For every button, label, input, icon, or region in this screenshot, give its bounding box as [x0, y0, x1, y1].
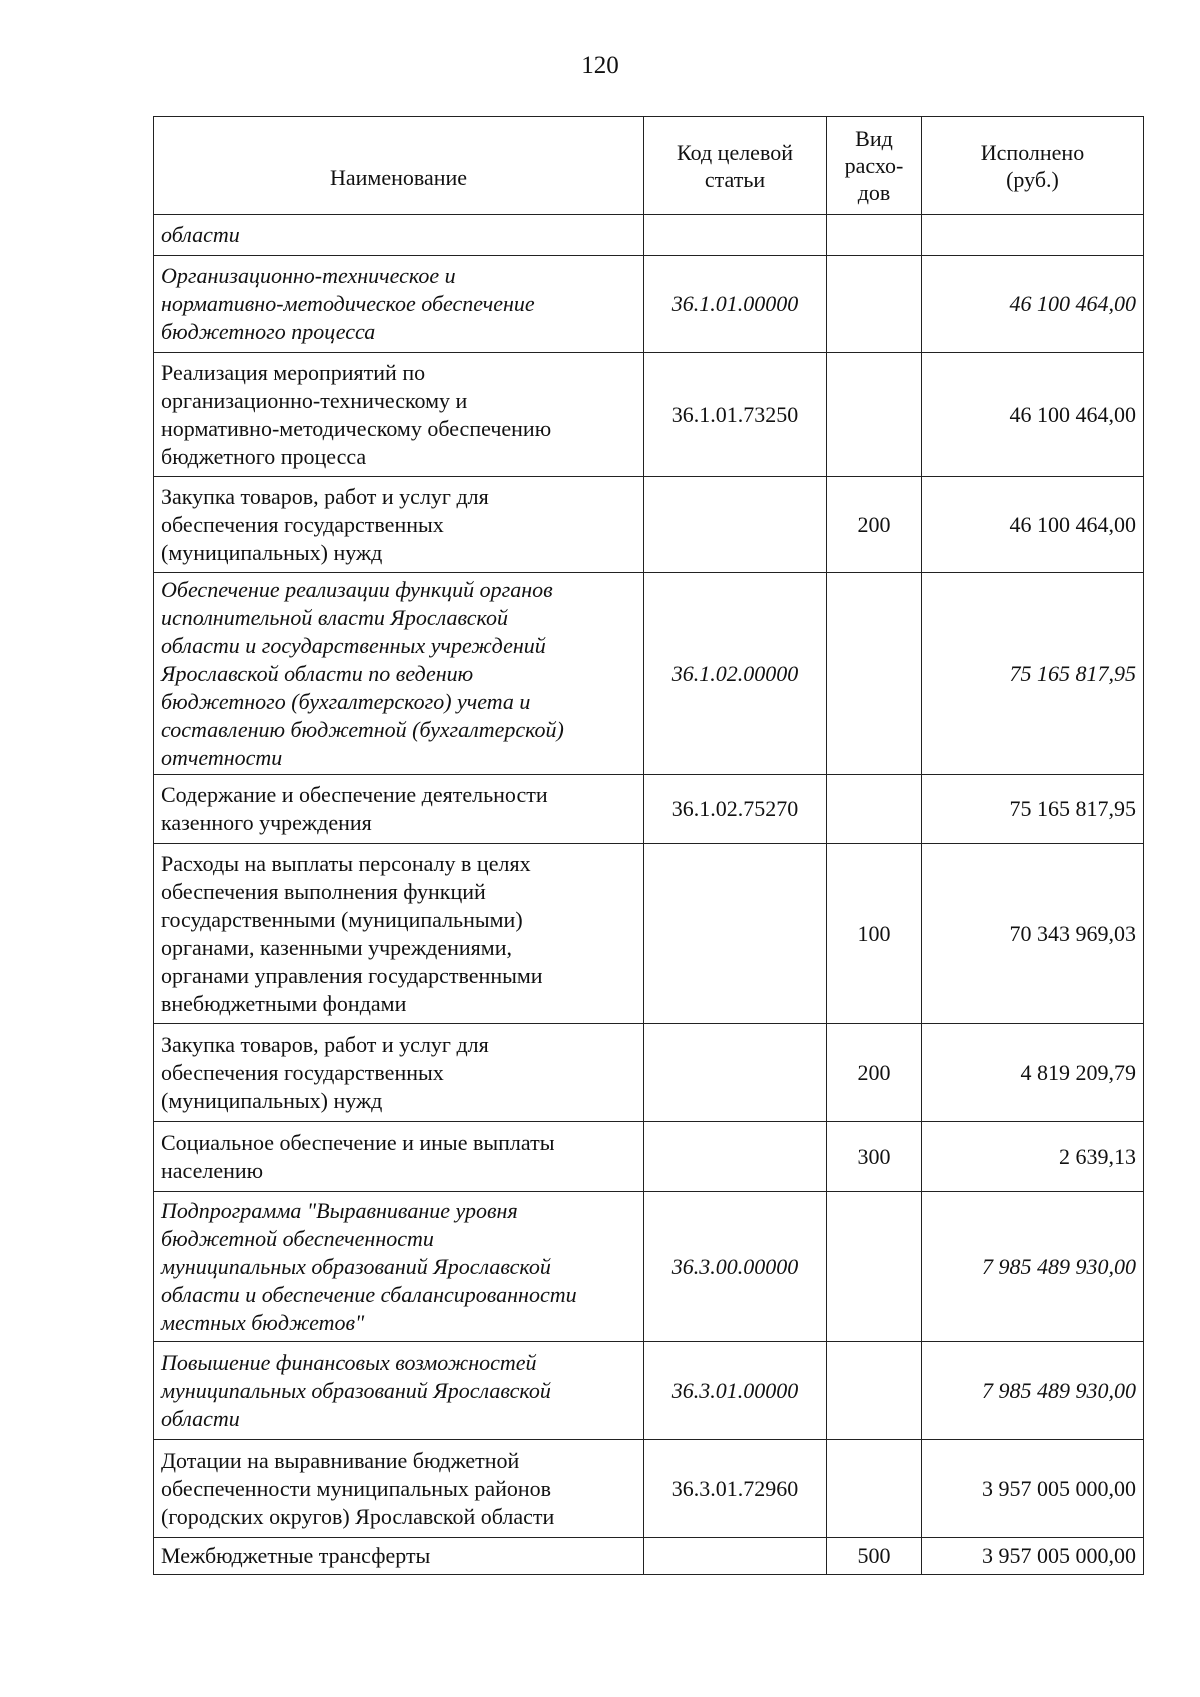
row-type-cell — [827, 215, 922, 256]
row-name-line: (городских округов) Ярославской области — [161, 1503, 555, 1529]
row-name-line: Закупка товаров, работ и услуг для — [161, 483, 489, 509]
row-code-cell: 36.1.02.00000 — [644, 573, 827, 775]
row-code-cell: 36.1.01.00000 — [644, 256, 827, 353]
row-name-line: бюджетного процесса — [161, 443, 367, 469]
row-name-cell — [154, 256, 644, 353]
row-amount-cell: 75 165 817,95 — [922, 573, 1144, 775]
row-name-cell — [154, 215, 644, 256]
row-name-line: исполнительной власти Ярославской — [161, 604, 508, 630]
row-amount-cell: 46 100 464,00 — [922, 353, 1144, 477]
row-name-line: отчетности — [161, 744, 283, 770]
header-amount: Исполнено (руб.) — [922, 117, 1144, 215]
row-name-line: муниципальных образований Ярославской — [161, 1377, 551, 1403]
row-amount-cell: 7 985 489 930,00 — [922, 1342, 1144, 1440]
row-name-line: области — [161, 1405, 240, 1431]
row-name-line: области и обеспечение сбалансированности — [161, 1281, 577, 1307]
row-name-line: обеспечения государственных — [161, 1059, 444, 1085]
row-name-cell — [154, 353, 644, 477]
table-row — [154, 1342, 1144, 1440]
row-code-cell: 36.3.01.72960 — [644, 1440, 827, 1538]
row-name-line: составлению бюджетной (бухгалтерской) — [161, 716, 564, 742]
table-row — [154, 215, 1144, 256]
table-row — [154, 256, 1144, 353]
budget-execution-table — [153, 116, 1144, 1575]
row-name-cell — [154, 1192, 644, 1342]
row-amount-cell: 2 639,13 — [922, 1122, 1144, 1192]
row-name-line: органами управления государственными — [161, 962, 543, 988]
row-amount-cell: 70 343 969,03 — [922, 844, 1144, 1024]
row-name-line: Реализация мероприятий по — [161, 359, 426, 385]
row-name-line: муниципальных образований Ярославской — [161, 1253, 551, 1279]
table-row — [154, 844, 1144, 1024]
table-row — [154, 353, 1144, 477]
row-code-cell — [644, 215, 827, 256]
row-name-cell — [154, 1024, 644, 1122]
row-name-line: Социальное обеспечение и иные выплаты — [161, 1129, 555, 1155]
row-name-line: обеспечения государственных — [161, 511, 444, 537]
row-name-line: области и государственных учреждений — [161, 632, 546, 658]
row-name-line: обеспеченности муниципальных районов — [161, 1475, 552, 1501]
row-code-cell — [644, 477, 827, 573]
row-name-line: бюджетного процесса — [161, 319, 376, 344]
row-name-cell — [154, 573, 644, 775]
row-type-cell — [827, 1440, 922, 1538]
row-code-cell — [644, 1024, 827, 1122]
row-type-cell: 100 — [827, 844, 922, 1024]
row-name-line: Обеспечение реализации функций органов — [161, 576, 553, 602]
table-row — [154, 1538, 1144, 1575]
row-name-line: государственными (муниципальными) — [161, 906, 523, 932]
row-code-cell: 36.3.00.00000 — [644, 1192, 827, 1342]
row-name-line: Дотации на выравнивание бюджетной — [161, 1447, 520, 1473]
row-name-line: организационно-техническому и — [161, 387, 468, 413]
row-name-line: бюджетного (бухгалтерского) учета и — [161, 688, 531, 714]
row-amount-cell: 46 100 464,00 — [922, 256, 1144, 353]
row-name-cell — [154, 1538, 644, 1575]
row-amount-cell: 46 100 464,00 — [922, 477, 1144, 573]
row-type-cell — [827, 256, 922, 353]
row-name-line: Подпрограмма "Выравнивание уровня — [161, 1197, 518, 1223]
row-name-line: (муниципальных) нужд — [161, 539, 383, 565]
row-code-cell — [644, 1538, 827, 1575]
row-name-line: нормативно-методическое обеспечение — [161, 291, 535, 316]
row-name-cell — [154, 1342, 644, 1440]
row-type-cell: 500 — [827, 1538, 922, 1575]
row-code-cell: 36.1.02.75270 — [644, 775, 827, 844]
row-name-line: обеспечения выполнения функций — [161, 878, 486, 904]
header-code: Код целевой статьи — [644, 117, 827, 215]
row-name-cell — [154, 844, 644, 1024]
row-name-line: Содержание и обеспечение деятельности — [161, 782, 548, 807]
row-type-cell — [827, 775, 922, 844]
row-name-line: Организационно-техническое и — [161, 263, 456, 288]
row-type-cell — [827, 353, 922, 477]
row-amount-cell: 7 985 489 930,00 — [922, 1192, 1144, 1342]
row-amount-cell: 3 957 005 000,00 — [922, 1440, 1144, 1538]
row-name-cell — [154, 1122, 644, 1192]
row-amount-cell: 3 957 005 000,00 — [922, 1538, 1144, 1575]
row-amount-cell: 4 819 209,79 — [922, 1024, 1144, 1122]
row-name-cell — [154, 775, 644, 844]
row-name-line: внебюджетными фондами — [161, 990, 407, 1016]
row-code-cell: 36.1.01.73250 — [644, 353, 827, 477]
row-name-line: области — [161, 222, 240, 247]
row-type-cell: 200 — [827, 477, 922, 573]
table-header-row — [154, 117, 1144, 215]
row-type-cell: 300 — [827, 1122, 922, 1192]
table-row — [154, 1122, 1144, 1192]
header-name: Наименование — [154, 117, 644, 215]
table-row — [154, 1440, 1144, 1538]
row-name-line: нормативно-методическому обеспечению — [161, 415, 552, 441]
row-name-line: (муниципальных) нужд — [161, 1087, 383, 1113]
row-name-line: Закупка товаров, работ и услуг для — [161, 1031, 489, 1057]
page-number: 120 — [581, 52, 619, 79]
row-name-cell — [154, 477, 644, 573]
row-name-line: органами, казенными учреждениями, — [161, 934, 512, 960]
row-code-cell — [644, 1122, 827, 1192]
table-row — [154, 573, 1144, 775]
row-name-cell — [154, 1440, 644, 1538]
header-type: Вид расхо- дов — [827, 117, 922, 215]
row-name-line: бюджетной обеспеченности — [161, 1225, 434, 1251]
row-name-line: Повышение финансовых возможностей — [161, 1349, 537, 1375]
row-amount-cell: 75 165 817,95 — [922, 775, 1144, 844]
row-code-cell — [644, 844, 827, 1024]
table-row — [154, 1024, 1144, 1122]
table-row — [154, 775, 1144, 844]
row-name-line: Расходы на выплаты персоналу в целях — [161, 850, 531, 876]
row-type-cell — [827, 1342, 922, 1440]
row-name-line: Межбюджетные трансферты — [161, 1543, 431, 1568]
row-code-cell: 36.3.01.00000 — [644, 1342, 827, 1440]
row-name-line: местных бюджетов" — [161, 1309, 365, 1335]
row-type-cell: 200 — [827, 1024, 922, 1122]
table-row — [154, 477, 1144, 573]
table-row — [154, 1192, 1144, 1342]
row-name-line: населению — [161, 1157, 264, 1183]
row-type-cell — [827, 573, 922, 775]
row-name-line: казенного учреждения — [161, 810, 372, 835]
row-name-line: Ярославской области по ведению — [161, 660, 474, 686]
row-amount-cell — [922, 215, 1144, 256]
row-type-cell — [827, 1192, 922, 1342]
